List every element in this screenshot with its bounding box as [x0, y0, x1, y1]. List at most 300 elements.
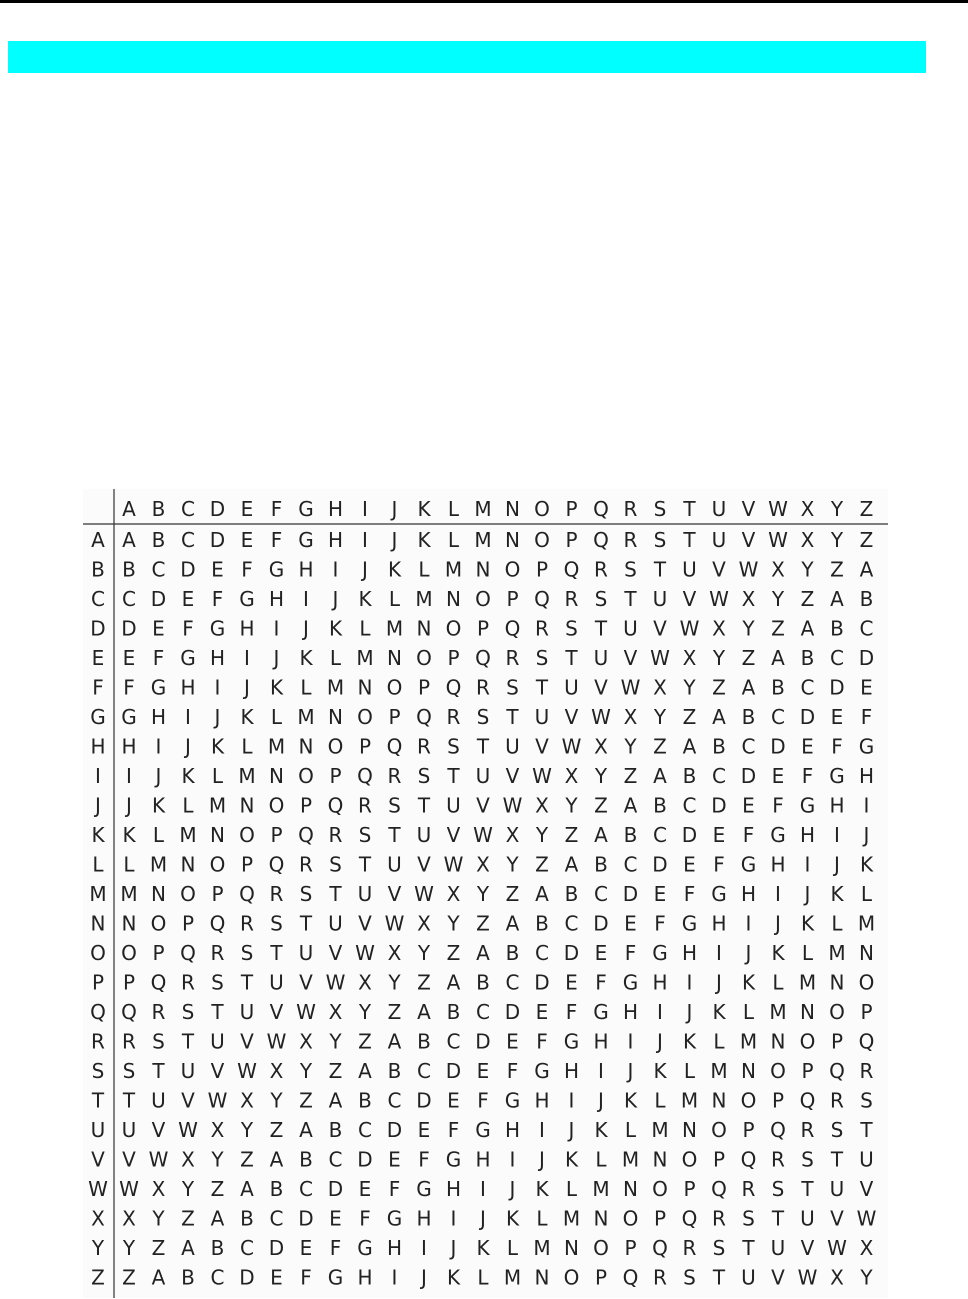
table-cell: J: [273, 646, 280, 670]
table-cell: K: [122, 823, 136, 847]
column-header: K: [417, 497, 431, 521]
table-cell: F: [536, 1029, 548, 1054]
table-cell: M: [149, 852, 168, 877]
table-cell: Y: [211, 1147, 224, 1172]
table-cell: Y: [152, 1206, 165, 1231]
table-cell: P: [712, 1147, 726, 1172]
table-cell: N: [623, 1177, 638, 1201]
table-cell: V: [564, 705, 579, 729]
row-header: W: [88, 1177, 108, 1201]
table-cell: K: [299, 646, 313, 670]
table-cell: J: [863, 823, 870, 847]
table-cell: I: [539, 1118, 545, 1142]
table-cell: T: [211, 1000, 224, 1024]
table-cell: W: [679, 616, 700, 641]
table-cell: I: [214, 675, 221, 700]
table-cell: H: [593, 1029, 609, 1054]
table-cell: H: [357, 1265, 373, 1290]
table-cell: C: [122, 587, 136, 611]
table-cell: O: [239, 823, 255, 847]
table-cell: A: [830, 587, 844, 611]
table-cell: X: [859, 1236, 874, 1260]
table-cell: M: [798, 970, 817, 995]
table-cell: U: [210, 1029, 225, 1054]
table-cell: U: [416, 823, 432, 847]
table-cell: Q: [622, 1265, 639, 1290]
table-cell: S: [683, 1265, 696, 1290]
table-cell: M: [562, 1206, 581, 1231]
table-cell: C: [240, 1236, 254, 1260]
table-cell: V: [417, 852, 431, 877]
table-cell: Y: [506, 852, 519, 877]
table-cell: Y: [712, 646, 726, 670]
table-cell: W: [266, 1029, 287, 1054]
table-cell: R: [181, 970, 195, 995]
table-cell: A: [181, 1236, 195, 1260]
row-header: S: [91, 1059, 105, 1083]
table-cell: N: [328, 705, 343, 729]
table-cell: L: [359, 616, 371, 641]
table-cell: X: [741, 587, 756, 611]
table-cell: C: [771, 705, 785, 729]
table-cell: O: [858, 970, 875, 995]
table-cell: E: [830, 705, 844, 729]
table-cell: I: [745, 911, 752, 936]
table-cell: U: [446, 793, 461, 818]
table-cell: O: [268, 793, 285, 818]
table-cell: P: [801, 1059, 814, 1083]
table-cell: B: [682, 764, 697, 788]
table-cell: T: [388, 823, 401, 847]
table-cell: I: [480, 1177, 486, 1201]
column-header: A: [122, 497, 136, 521]
table-cell: I: [509, 1147, 516, 1172]
table-cell: Y: [476, 882, 490, 906]
table-cell: A: [358, 1059, 372, 1083]
table-cell: Q: [357, 764, 373, 788]
table-cell: M: [739, 1029, 758, 1054]
table-cell: R: [594, 557, 608, 582]
table-cell: P: [152, 941, 165, 965]
table-cell: X: [800, 528, 815, 552]
table-cell: J: [450, 1236, 457, 1260]
table-cell: C: [594, 882, 608, 906]
table-cell: K: [387, 557, 402, 582]
table-cell: T: [358, 852, 372, 877]
table-cell: A: [476, 941, 490, 965]
table-cell: M: [769, 1000, 787, 1024]
table-cell: V: [623, 646, 638, 670]
table-cell: P: [358, 734, 372, 759]
table-cell: E: [594, 941, 608, 965]
table-cell: H: [563, 1059, 580, 1083]
table-cell: N: [416, 616, 432, 641]
table-cell: B: [505, 941, 520, 965]
table-cell: S: [742, 1206, 755, 1231]
table-cell: B: [446, 1000, 461, 1024]
table-cell: A: [240, 1177, 254, 1201]
table-cell: B: [800, 646, 815, 670]
table-cell: I: [450, 1206, 457, 1231]
table-cell: J: [362, 557, 368, 582]
table-cell: Z: [387, 1000, 402, 1024]
table-cell: I: [716, 941, 722, 965]
table-cell: O: [180, 882, 196, 906]
table-cell: S: [771, 1177, 785, 1201]
table-cell: H: [799, 823, 816, 847]
table-cell: D: [298, 1206, 314, 1231]
table-cell: B: [387, 1059, 402, 1083]
table-cell: H: [504, 1118, 521, 1142]
table-cell: G: [298, 528, 314, 552]
table-cell: Z: [476, 911, 490, 936]
table-cell: L: [152, 823, 165, 847]
table-cell: Z: [210, 1177, 225, 1201]
table-cell: G: [740, 852, 757, 877]
table-cell: B: [476, 970, 490, 995]
table-cell: W: [827, 1236, 847, 1260]
table-cell: M: [326, 675, 345, 700]
table-cell: S: [624, 557, 637, 582]
table-cell: Q: [416, 705, 432, 729]
row-header: N: [90, 911, 106, 936]
table-cell: Q: [386, 734, 403, 759]
table-cell: P: [860, 1000, 873, 1024]
table-cell: U: [593, 646, 609, 670]
table-cell: L: [565, 1177, 578, 1201]
table-cell: W: [561, 734, 582, 759]
table-cell: X: [328, 1000, 343, 1024]
table-cell: V: [328, 941, 343, 965]
table-cell: G: [180, 646, 196, 670]
table-cell: Z: [151, 1236, 166, 1260]
table-cell: S: [329, 852, 342, 877]
table-cell: Y: [830, 528, 844, 552]
table-cell: L: [418, 557, 430, 582]
table-cell: Q: [445, 675, 462, 700]
table-cell: W: [650, 646, 670, 670]
table-cell: J: [627, 1059, 634, 1083]
table-cell: R: [535, 616, 549, 641]
table-cell: T: [152, 1059, 165, 1083]
table-cell: U: [741, 1265, 756, 1290]
table-cell: W: [620, 675, 641, 700]
table-cell: X: [446, 882, 461, 906]
table-cell: O: [445, 616, 462, 641]
table-cell: G: [799, 793, 816, 818]
table-cell: Z: [240, 1147, 254, 1172]
table-cell: C: [682, 793, 697, 818]
table-cell: N: [682, 1118, 697, 1142]
table-cell: L: [654, 1088, 666, 1113]
table-cell: Z: [564, 823, 579, 847]
table-cell: C: [800, 675, 815, 700]
table-cell: Q: [799, 1088, 816, 1113]
table-cell: L: [329, 646, 342, 670]
table-cell: T: [860, 1118, 873, 1142]
table-cell: Y: [447, 911, 460, 936]
table-cell: Y: [742, 616, 755, 641]
table-cell: L: [388, 587, 401, 611]
table-cell: J: [804, 882, 811, 906]
table-cell: D: [534, 970, 550, 995]
table-cell: U: [534, 705, 550, 729]
table-cell: P: [417, 675, 431, 700]
table-cell: L: [713, 1029, 725, 1054]
table-cell: H: [740, 882, 757, 906]
table-cell: G: [622, 970, 639, 995]
column-header: E: [240, 497, 254, 521]
table-cell: S: [506, 675, 519, 700]
table-cell: X: [564, 764, 579, 788]
table-cell: C: [210, 1265, 225, 1290]
table-cell: E: [653, 882, 667, 906]
table-cell: H: [180, 675, 196, 700]
table-cell: X: [269, 1059, 284, 1083]
table-cell: Q: [298, 823, 314, 847]
table-cell: M: [415, 587, 433, 611]
table-cell: M: [120, 882, 138, 906]
table-cell: E: [211, 557, 224, 582]
table-cell: S: [535, 646, 549, 670]
table-cell: D: [593, 911, 609, 936]
table-cell: K: [181, 764, 195, 788]
table-cell: R: [771, 1147, 785, 1172]
table-cell: A: [151, 1265, 166, 1290]
table-cell: K: [712, 1000, 726, 1024]
table-cell: Z: [417, 970, 431, 995]
table-cell: W: [148, 1147, 169, 1172]
table-cell: Q: [652, 1236, 668, 1260]
table-cell: M: [651, 1118, 669, 1142]
table-cell: E: [447, 1088, 460, 1113]
column-header: H: [327, 497, 344, 521]
table-cell: R: [712, 1206, 726, 1231]
table-cell: W: [119, 1177, 139, 1201]
table-cell: M: [444, 557, 463, 582]
table-cell: W: [325, 970, 346, 995]
table-cell: N: [711, 1088, 727, 1113]
table-cell: I: [804, 852, 811, 877]
table-cell: L: [270, 705, 283, 729]
row-header: X: [91, 1206, 105, 1231]
table-cell: H: [445, 1177, 462, 1201]
table-cell: N: [800, 1000, 815, 1024]
table-cell: I: [126, 764, 132, 788]
table-cell: N: [239, 793, 255, 818]
table-cell: H: [858, 764, 875, 788]
table-cell: U: [328, 911, 343, 936]
table-cell: N: [387, 646, 402, 670]
table-cell: X: [653, 675, 667, 700]
table-cell: O: [121, 941, 137, 965]
table-cell: G: [681, 911, 698, 936]
table-cell: T: [830, 1147, 844, 1172]
table-cell: P: [830, 1029, 844, 1054]
table-cell: S: [476, 705, 490, 729]
table-cell: T: [299, 911, 313, 936]
table-cell: E: [476, 1059, 490, 1083]
table-cell: J: [775, 911, 781, 936]
table-cell: Y: [565, 793, 578, 818]
table-cell: S: [447, 734, 460, 759]
table-cell: F: [477, 1088, 489, 1113]
table-cell: E: [624, 911, 637, 936]
table-cell: F: [447, 1118, 460, 1142]
table-cell: G: [652, 941, 668, 965]
table-cell: U: [151, 1088, 166, 1113]
table-cell: X: [358, 970, 372, 995]
table-cell: J: [598, 1088, 604, 1113]
table-cell: J: [391, 528, 398, 552]
table-cell: J: [716, 970, 722, 995]
table-cell: X: [623, 705, 638, 729]
table-cell: C: [623, 852, 638, 877]
table-cell: Y: [299, 1059, 313, 1083]
table-cell: O: [386, 675, 403, 700]
table-cell: U: [829, 1177, 845, 1201]
table-cell: C: [181, 528, 195, 552]
table-cell: U: [505, 734, 520, 759]
table-cell: A: [505, 911, 520, 936]
table-cell: I: [863, 793, 870, 818]
table-cell: T: [122, 1088, 136, 1113]
table-cell: U: [859, 1147, 874, 1172]
tabula-recta-table: [83, 489, 888, 1298]
table-cell: N: [859, 941, 874, 965]
table-cell: K: [505, 1206, 520, 1231]
table-cell: L: [447, 528, 460, 552]
table-cell: U: [652, 587, 668, 611]
table-cell: L: [860, 882, 873, 906]
table-cell: Y: [624, 734, 637, 759]
table-cell: P: [476, 616, 490, 641]
table-cell: J: [480, 1206, 486, 1231]
table-cell: O: [593, 1236, 609, 1260]
table-cell: D: [239, 1265, 255, 1290]
table-cell: B: [181, 1265, 195, 1290]
table-cell: U: [770, 1236, 786, 1260]
table-cell: J: [421, 1265, 427, 1290]
table-cell: F: [270, 528, 283, 552]
table-cell: I: [244, 646, 250, 670]
table-cell: K: [358, 587, 372, 611]
column-header: M: [474, 497, 492, 521]
table-cell: E: [181, 587, 195, 611]
table-cell: R: [859, 1059, 874, 1083]
table-cell: I: [657, 1000, 663, 1024]
table-cell: C: [387, 1088, 402, 1113]
table-cell: L: [742, 1000, 755, 1024]
table-cell: B: [771, 675, 785, 700]
table-cell: W: [768, 528, 788, 552]
table-cell: N: [505, 528, 520, 552]
table-cell: C: [417, 1059, 431, 1083]
table-cell: V: [476, 793, 490, 818]
table-cell: O: [711, 1118, 727, 1142]
table-cell: S: [270, 911, 283, 936]
table-cell: E: [683, 852, 696, 877]
row-header: T: [91, 1088, 105, 1113]
table-cell: P: [683, 1177, 696, 1201]
table-cell: V: [151, 1118, 166, 1142]
table-cell: W: [384, 911, 405, 936]
table-cell: Z: [328, 1059, 343, 1083]
table-cell: R: [328, 823, 343, 847]
table-cell: U: [180, 1059, 196, 1083]
row-header: A: [91, 528, 105, 552]
row-header: K: [91, 823, 105, 847]
table-cell: L: [241, 734, 253, 759]
table-cell: L: [536, 1206, 548, 1231]
table-cell: G: [209, 616, 226, 641]
table-cell: D: [563, 941, 580, 965]
table-cell: J: [303, 616, 309, 641]
table-cell: A: [269, 1147, 284, 1172]
table-cell: Q: [268, 852, 285, 877]
row-header: L: [92, 852, 104, 877]
table-cell: Z: [653, 734, 667, 759]
table-cell: M: [208, 793, 227, 818]
table-cell: Z: [535, 852, 549, 877]
table-cell: O: [504, 557, 521, 582]
table-cell: O: [327, 734, 344, 759]
column-header: L: [447, 497, 460, 521]
table-cell: M: [297, 705, 315, 729]
row-header: F: [92, 675, 104, 700]
table-cell: B: [830, 616, 844, 641]
table-cell: X: [505, 823, 520, 847]
table-cell: Z: [712, 675, 726, 700]
table-cell: V: [800, 1236, 815, 1260]
table-cell: V: [446, 823, 461, 847]
table-cell: Y: [388, 970, 401, 995]
table-cell: R: [358, 793, 372, 818]
table-cell: Q: [770, 1118, 786, 1142]
table-cell: Y: [181, 1177, 195, 1201]
table-cell: T: [417, 793, 431, 818]
table-cell: Z: [446, 941, 461, 965]
row-header: U: [90, 1118, 106, 1142]
table-cell: A: [299, 1118, 313, 1142]
table-cell: S: [122, 1059, 136, 1083]
table-cell: G: [829, 764, 845, 788]
table-cell: Q: [239, 882, 255, 906]
table-cell: C: [653, 823, 667, 847]
table-cell: G: [150, 675, 167, 700]
table-cell: K: [594, 1118, 608, 1142]
table-cell: D: [209, 528, 226, 552]
table-cell: I: [627, 1029, 634, 1054]
table-cell: D: [681, 823, 698, 847]
table-cell: B: [623, 823, 638, 847]
table-cell: T: [270, 941, 283, 965]
table-cell: P: [742, 1118, 755, 1142]
table-cell: Q: [711, 1177, 727, 1201]
table-cell: H: [681, 941, 698, 965]
table-cell: O: [416, 646, 432, 670]
row-header: E: [91, 646, 105, 670]
table-cell: V: [299, 970, 313, 995]
table-cell: Z: [830, 557, 844, 582]
table-cell: P: [211, 882, 224, 906]
table-cell: E: [299, 1236, 313, 1260]
table-cell: B: [122, 557, 136, 582]
table-cell: I: [155, 734, 162, 759]
column-header: W: [768, 497, 788, 521]
table-cell: L: [211, 764, 224, 788]
table-cell: E: [565, 970, 578, 995]
